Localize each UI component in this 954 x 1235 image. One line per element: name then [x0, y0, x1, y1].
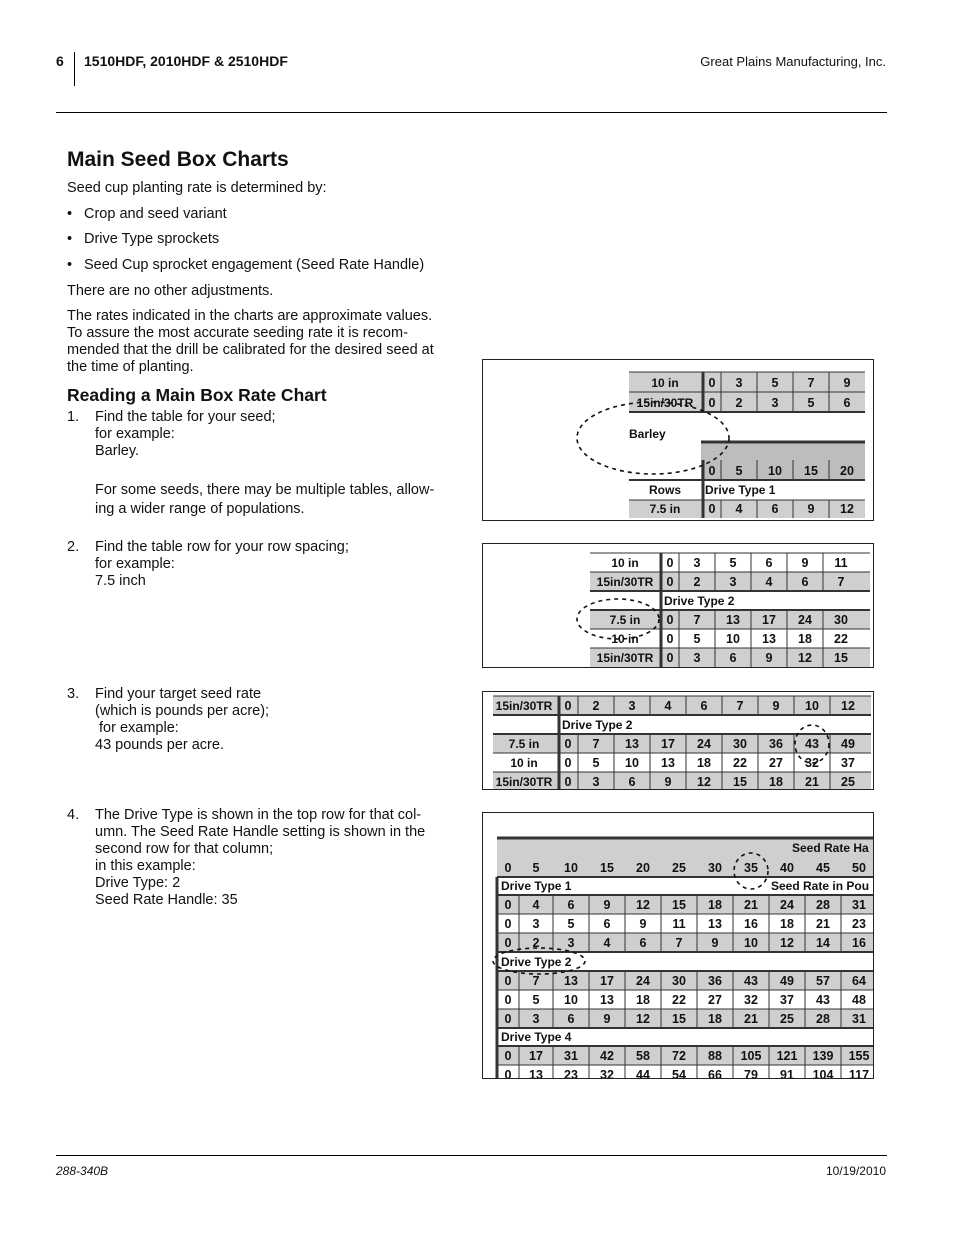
cell: 0: [504, 1012, 512, 1026]
figure-seed-rate-chart: [482, 691, 874, 790]
cell: 5: [567, 917, 575, 931]
cell: 13: [600, 993, 614, 1007]
cell: 15: [672, 898, 686, 912]
step-line: in this example:: [95, 858, 196, 874]
cell: 16: [852, 936, 866, 950]
bullet-item: • Crop and seed variant: [67, 206, 227, 222]
cell: 0: [504, 917, 512, 931]
figure-full-chart: [482, 812, 874, 1079]
cell: 4: [735, 502, 743, 516]
row-label: 7.5 in: [649, 502, 681, 516]
cell: 17: [600, 974, 614, 988]
cell: 6: [567, 1012, 575, 1026]
cell: 31: [564, 1049, 578, 1063]
cell: 0: [666, 575, 674, 589]
cell: 35: [744, 861, 758, 875]
cell: 91: [780, 1068, 794, 1078]
cell: 50: [852, 861, 866, 875]
cell: 31: [852, 898, 866, 912]
cell: 12: [636, 1012, 650, 1026]
cell: 5: [592, 756, 600, 770]
cell: 32: [600, 1068, 614, 1078]
cell: 25: [780, 1012, 794, 1026]
cell: 0: [666, 613, 674, 627]
cell: 36: [708, 974, 722, 988]
drive-type-label: Drive Type 4: [501, 1030, 572, 1044]
cell: 0: [504, 898, 512, 912]
step-line: Find the table for your seed;: [95, 409, 276, 425]
cell: 32: [805, 756, 819, 770]
cell: 11: [672, 917, 686, 931]
approx-line: the time of planting.: [67, 359, 194, 375]
intro-text: Seed cup planting rate is determined by:: [67, 180, 327, 196]
cell: 12: [697, 775, 711, 789]
cell: 30: [672, 974, 686, 988]
row-label: 10 in: [651, 376, 679, 390]
cell: 58: [636, 1049, 650, 1063]
cell: 24: [636, 974, 650, 988]
cell: 2: [735, 396, 743, 410]
cell: 12: [780, 936, 794, 950]
cell: 13: [661, 756, 675, 770]
cell: 13: [726, 613, 740, 627]
cell: 3: [735, 376, 743, 390]
step-line: for example:: [95, 720, 179, 736]
cell: 18: [636, 993, 650, 1007]
step-line: 7.5 inch: [95, 573, 146, 589]
cell: 17: [529, 1049, 543, 1063]
cell: 32: [744, 993, 758, 1007]
drive-type-label: Drive Type 1: [501, 879, 572, 893]
cell: 9: [711, 936, 719, 950]
cell: 3: [729, 575, 737, 589]
cell: 12: [798, 651, 812, 665]
cell: 25: [841, 775, 855, 789]
cell: 3: [567, 936, 575, 950]
cell: 15: [733, 775, 747, 789]
row-label: 15in/30TR: [636, 396, 694, 410]
step-body: [95, 807, 463, 909]
step-line: For some seeds, there may be multiple tables, allow-: [95, 482, 435, 498]
cell: 18: [798, 632, 812, 646]
cell: 3: [628, 699, 636, 713]
cell: 44: [636, 1068, 650, 1078]
header-company: Great Plains Manufacturing, Inc.: [700, 54, 886, 69]
cell: 4: [603, 936, 611, 950]
cell: 21: [805, 775, 819, 789]
cell: 9: [801, 556, 809, 570]
cell: 25: [672, 861, 686, 875]
cell: 14: [816, 936, 830, 950]
cell: 13: [529, 1068, 543, 1078]
row-label: 10 in: [510, 756, 538, 770]
cell: 4: [664, 699, 672, 713]
cell: 22: [834, 632, 848, 646]
seed-rate-handle-label: Seed Rate Ha: [792, 841, 869, 855]
step-body: [95, 686, 463, 754]
cell: 79: [744, 1068, 758, 1078]
step-body: [95, 409, 463, 519]
cell: 30: [708, 861, 722, 875]
cell: 7: [675, 936, 683, 950]
cell: 57: [816, 974, 830, 988]
bullet-item: • Seed Cup sprocket engagement (Seed Rate Handle): [67, 257, 425, 273]
cell: 10: [768, 464, 782, 478]
cell: 48: [852, 993, 866, 1007]
cell: 6: [628, 775, 636, 789]
cell: 0: [564, 699, 572, 713]
figure-barley-svg: [483, 360, 873, 520]
cell: 6: [801, 575, 809, 589]
cell: 18: [708, 1012, 722, 1026]
cell: 5: [693, 632, 701, 646]
cell: 5: [532, 993, 540, 1007]
approx-paragraph: [67, 308, 434, 376]
header-models: 1510HDF, 2010HDF & 2510HDF: [84, 53, 288, 69]
step-line: ing a wider range of populations.: [95, 501, 305, 517]
figure-full-svg: [483, 813, 873, 1078]
cell: 24: [780, 898, 794, 912]
cell: 21: [744, 898, 758, 912]
cell: 0: [708, 376, 716, 390]
cell: 121: [776, 1049, 798, 1063]
cell: 0: [666, 651, 674, 665]
step-line: Barley.: [95, 443, 140, 459]
cell: 5: [532, 861, 540, 875]
cell: 16: [744, 917, 758, 931]
cell: 0: [504, 1049, 512, 1063]
step-line: Find the table row for your row spacing;: [95, 539, 349, 555]
cell: 0: [564, 756, 572, 770]
cell: 10: [564, 861, 578, 875]
cell: 10: [564, 993, 578, 1007]
cell: 22: [733, 756, 747, 770]
cell: 5: [729, 556, 737, 570]
bullet-text: Seed Cup sprocket engagement (Seed Rate Handle): [84, 257, 425, 273]
approx-line: To assure the most accurate seeding rate it is recom-: [67, 325, 408, 341]
cell: 6: [765, 556, 773, 570]
cell: 43: [744, 974, 758, 988]
cell: 0: [666, 556, 674, 570]
cell: 2: [592, 699, 600, 713]
cell: 13: [625, 737, 639, 751]
cell: 13: [762, 632, 776, 646]
cell: 30: [834, 613, 848, 627]
cell: 23: [564, 1068, 578, 1078]
cell: 15: [834, 651, 848, 665]
cell: 0: [504, 936, 512, 950]
figure-row-spacing-svg: [483, 544, 873, 667]
cell: 11: [834, 556, 848, 570]
cell: 6: [729, 651, 737, 665]
cell: 105: [740, 1049, 762, 1063]
cell: 4: [532, 898, 540, 912]
cell: 18: [780, 917, 794, 931]
cell: 9: [639, 917, 647, 931]
row-label: 15in/30TR: [495, 699, 553, 713]
cell: 31: [852, 1012, 866, 1026]
cell: 45: [816, 861, 830, 875]
cell: 9: [765, 651, 773, 665]
cell: 117: [848, 1068, 870, 1078]
step-line: 43 pounds per acre.: [95, 737, 224, 753]
step-line: for example:: [95, 426, 175, 442]
bullet-text: Drive Type sprockets: [84, 231, 220, 247]
cell: 6: [603, 917, 611, 931]
cell: 7: [807, 376, 815, 390]
step-line: Find your target seed rate: [95, 686, 262, 702]
cell: 10: [625, 756, 639, 770]
cell: 139: [812, 1049, 834, 1063]
figure-seed-rate-svg: [483, 692, 873, 789]
cell: 28: [816, 898, 830, 912]
cell: 155: [848, 1049, 870, 1063]
figure-row-spacing-chart: [482, 543, 874, 668]
bullet-text: Crop and seed variant: [84, 206, 227, 222]
cell: 64: [852, 974, 866, 988]
rows-label: Rows: [648, 483, 682, 497]
crop-name: Barley: [629, 427, 666, 441]
cell: 0: [504, 993, 512, 1007]
step-line: Drive Type: 2: [95, 875, 181, 891]
cell: 22: [672, 993, 686, 1007]
cell: 104: [812, 1068, 834, 1078]
cell: 37: [841, 756, 855, 770]
cell: 6: [843, 396, 851, 410]
cell: 66: [708, 1068, 722, 1078]
row-label: 15in/30TR: [495, 775, 553, 789]
row-label: 7.5 in: [508, 737, 540, 751]
cell: 6: [771, 502, 779, 516]
cell: 10: [805, 699, 819, 713]
cell: 0: [564, 737, 572, 751]
cell: 37: [780, 993, 794, 1007]
step-line: [95, 460, 463, 481]
cell: 23: [852, 917, 866, 931]
cell: 4: [765, 575, 773, 589]
cell: 9: [603, 898, 611, 912]
cell: 10: [744, 936, 758, 950]
row-label: 15in/30TR: [596, 575, 654, 589]
cell: 0: [564, 775, 572, 789]
cell: 21: [816, 917, 830, 931]
cell: 40: [780, 861, 794, 875]
cell: 0: [708, 396, 716, 410]
cell: 0: [504, 974, 512, 988]
drive-type-label: Drive Type 2: [501, 955, 572, 969]
header-rule: [56, 112, 887, 113]
cell: 24: [798, 613, 812, 627]
step-line: umn. The Seed Rate Handle setting is shown in the: [95, 824, 426, 840]
seed-rate-in-label: Seed Rate in Pou: [771, 879, 870, 893]
cell: 0: [504, 861, 512, 875]
cell: 49: [780, 974, 794, 988]
row-label: 10 in: [611, 632, 639, 646]
approx-line: mended that the drill be calibrated for the desired seed at: [67, 342, 434, 358]
step-line: Seed Rate Handle: 35: [95, 892, 238, 908]
cell: 2: [532, 936, 540, 950]
footer-rule: [56, 1155, 887, 1156]
cell: 15: [672, 1012, 686, 1026]
drive-type-label: Drive Type 2: [664, 594, 735, 608]
page-number: 6: [56, 53, 64, 69]
row-label: 7.5 in: [609, 613, 641, 627]
cell: 3: [771, 396, 779, 410]
cell: 43: [805, 737, 819, 751]
step-line: (which is pounds per acre);: [95, 703, 270, 719]
drive-type-label: Drive Type 1: [705, 483, 776, 497]
cell: 7: [736, 699, 744, 713]
cell: 9: [843, 376, 851, 390]
cell: 5: [771, 376, 779, 390]
cell: 15: [804, 464, 818, 478]
cell: 7: [532, 974, 540, 988]
cell: 6: [567, 898, 575, 912]
page-title: Main Seed Box Charts: [67, 148, 289, 171]
cell: 18: [708, 898, 722, 912]
cell: 3: [532, 917, 540, 931]
cell: 24: [697, 737, 711, 751]
cell: 54: [672, 1068, 686, 1078]
cell: 36: [769, 737, 783, 751]
cell: 18: [769, 775, 783, 789]
cell: 9: [807, 502, 815, 516]
cell: 17: [661, 737, 675, 751]
step-body: [95, 539, 463, 590]
cell: 20: [636, 861, 650, 875]
step-line: second row for that column;: [95, 841, 274, 857]
cell: 42: [600, 1049, 614, 1063]
cell: 3: [693, 556, 701, 570]
cell: 88: [708, 1049, 722, 1063]
cell: 43: [816, 993, 830, 1007]
cell: 5: [735, 464, 743, 478]
cell: 12: [841, 699, 855, 713]
cell: 49: [841, 737, 855, 751]
approx-line: The rates indicated in the charts are approximate values.: [67, 308, 433, 324]
cell: 7: [693, 613, 701, 627]
step-line: for example:: [95, 556, 175, 572]
cell: 15: [600, 861, 614, 875]
cell: 9: [603, 1012, 611, 1026]
cell: 3: [592, 775, 600, 789]
cell: 20: [840, 464, 854, 478]
cell: 3: [532, 1012, 540, 1026]
document-number: 288-340B: [56, 1164, 109, 1178]
cell: 13: [564, 974, 578, 988]
cell: 12: [636, 898, 650, 912]
cell: 12: [840, 502, 854, 516]
bullet-item: • Drive Type sprockets: [67, 231, 220, 247]
cell: 30: [733, 737, 747, 751]
figure-barley-chart: [482, 359, 874, 521]
step-number: 4.: [67, 807, 80, 823]
cell: 2: [693, 575, 701, 589]
cell: 72: [672, 1049, 686, 1063]
cell: 0: [666, 632, 674, 646]
cell: 7: [592, 737, 600, 751]
cell: 9: [664, 775, 672, 789]
row-label: 15in/30TR: [596, 651, 654, 665]
cell: 6: [639, 936, 647, 950]
document-date: 10/19/2010: [825, 1164, 886, 1178]
cell: 13: [708, 917, 722, 931]
no-adjust-text: There are no other adjustments.: [67, 283, 274, 299]
cell: 0: [708, 502, 716, 516]
cell: 6: [700, 699, 708, 713]
cell: 28: [816, 1012, 830, 1026]
cell: 10: [726, 632, 740, 646]
cell: 0: [504, 1068, 512, 1078]
section-title: Reading a Main Box Rate Chart: [67, 385, 327, 405]
row-label: 10 in: [611, 556, 639, 570]
step-line: The Drive Type is shown in the top row for that col-: [95, 807, 422, 823]
cell: 17: [762, 613, 776, 627]
cell: 21: [744, 1012, 758, 1026]
cell: 7: [837, 575, 845, 589]
cell: 5: [807, 396, 815, 410]
cell: 27: [769, 756, 783, 770]
step-number: 2.: [67, 539, 80, 555]
step-number: 3.: [67, 686, 80, 702]
step-number: 1.: [67, 409, 80, 425]
cell: 3: [693, 651, 701, 665]
cell: 27: [708, 993, 722, 1007]
cell: 0: [708, 464, 716, 478]
cell: 9: [772, 699, 780, 713]
header-divider: [74, 52, 75, 86]
drive-type-label: Drive Type 2: [562, 718, 633, 732]
cell: 18: [697, 756, 711, 770]
